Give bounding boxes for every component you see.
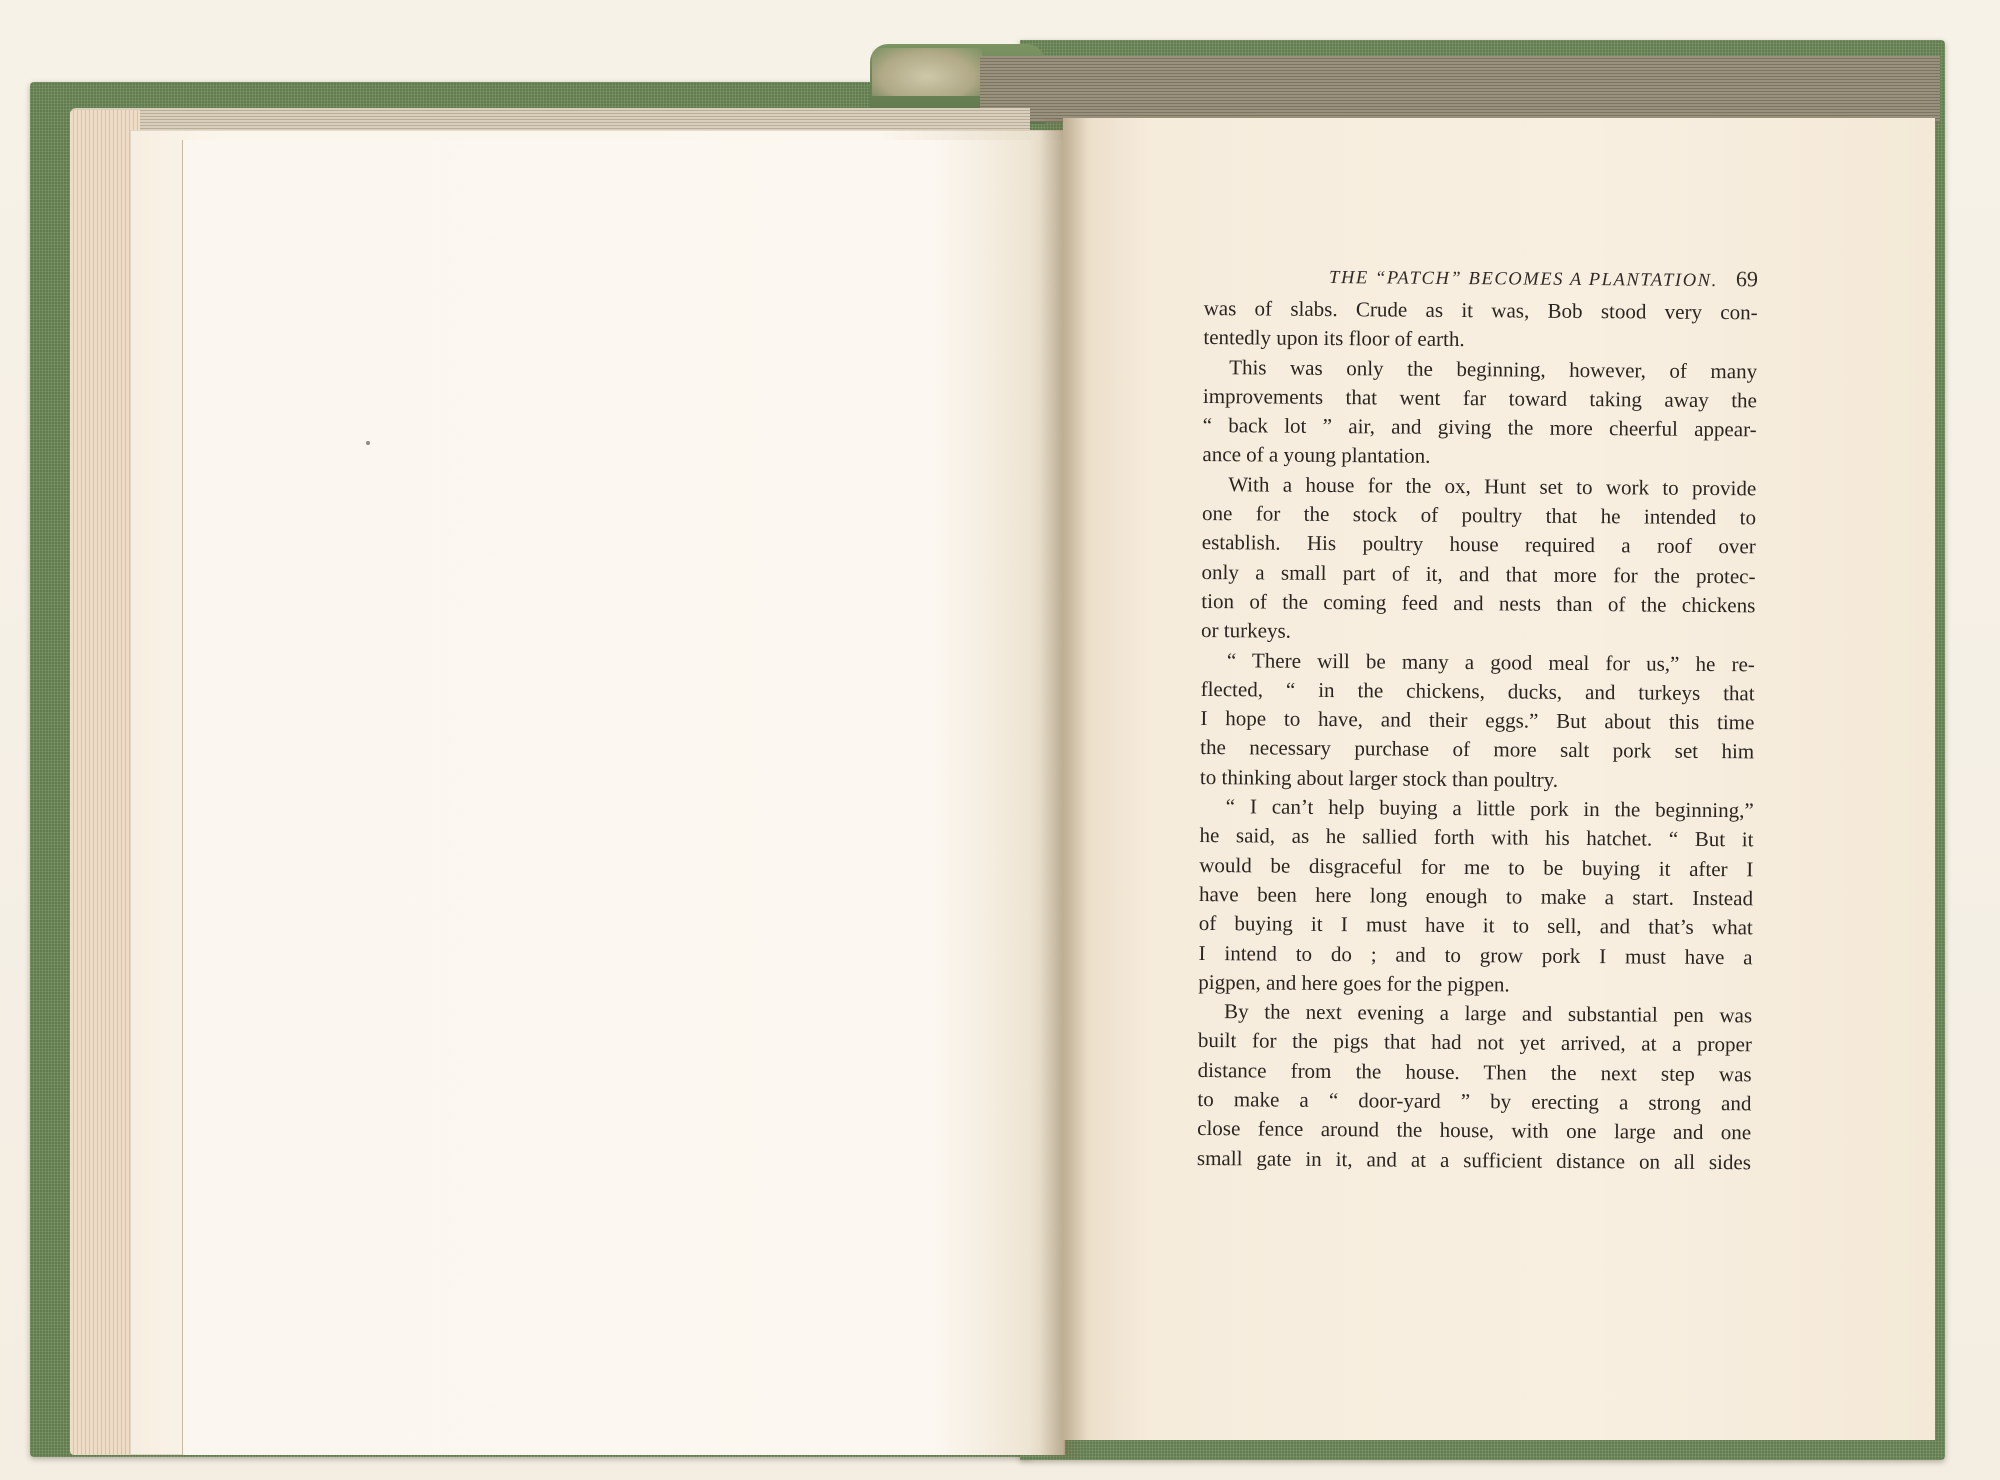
text-line: of buying it I must have it to sell, and that’s what (1198, 911, 1753, 940)
text-line: With a house for the ox, Hunt set to work to provide (1228, 471, 1757, 501)
page-speck (366, 441, 370, 445)
text-line: improvements that went far toward taking away the (1202, 383, 1758, 413)
text-line: tentedly upon its floor of earth. (1203, 325, 1465, 352)
text-line: to thinking about larger stock than poultry. (1199, 764, 1559, 792)
text-line: or turkeys. (1201, 618, 1292, 643)
text-line: establish. His poultry house required a roof over (1201, 530, 1756, 559)
page-text-block (1197, 262, 1758, 1177)
text-line: built for the pigs that had not yet arrived, at a proper (1197, 1028, 1752, 1057)
body-text (1197, 294, 1758, 1177)
text-line: I hope to have, and their eggs.” But about this time (1200, 706, 1755, 735)
text-line: close fence around the house, with one large and one (1197, 1116, 1752, 1145)
text-line: ance of a young plantation. (1202, 442, 1431, 469)
gutter-shadow (1040, 118, 1088, 1458)
frayed-spine-cloth (872, 48, 982, 96)
text-line: “ There will be many a good meal for us,” he re- (1226, 647, 1755, 676)
text-line: This was only the beginning, however, of many (1229, 354, 1758, 383)
text-line: only a small part of it, and that more for the protec- (1201, 559, 1756, 589)
text-line: “ back lot ” air, and giving the more cheerful appear- (1202, 413, 1757, 442)
text-line: the necessary purchase of more salt pork set him (1200, 735, 1755, 764)
page-number: 69 (1735, 266, 1758, 292)
text-line: I intend to do ; and to grow pork I must have a (1198, 940, 1753, 969)
right-page-edges (980, 56, 1940, 122)
text-line: By the next evening a large and substantial pen was (1224, 999, 1753, 1028)
text-line: flected, “ in the chickens, ducks, and turkeys that (1200, 676, 1755, 706)
text-line: to make a “ door-yard ” by erecting a strong and (1197, 1086, 1752, 1116)
text-line: have been here long enough to make a start. Instead (1198, 881, 1754, 911)
text-line: small gate in it, and at a sufficient distance on all sides (1196, 1145, 1752, 1174)
text-line: was of slabs. Crude as it was, Bob stood very con- (1203, 295, 1758, 325)
text-line: tion of the coming feed and nests than of the chickens (1201, 588, 1756, 618)
text-line: pigpen, and here goes for the pigpen. (1198, 969, 1510, 997)
chapter-running-title: THE “PATCH” BECOMES A PLANTATION. (1329, 267, 1718, 292)
text-line: would be disgraceful for me to be buying it after I (1199, 852, 1754, 881)
text-line: he said, as he sallied forth with his hatchet. “ But it (1199, 823, 1754, 852)
running-head (1204, 262, 1758, 292)
text-line: one for the stock of poultry that he intended to (1201, 501, 1757, 530)
left-page-blank (182, 140, 1063, 1455)
text-line: “ I can’t help buying a little pork in the beginning,” (1225, 794, 1754, 823)
text-line: distance from the house. Then the next step was (1197, 1057, 1752, 1087)
